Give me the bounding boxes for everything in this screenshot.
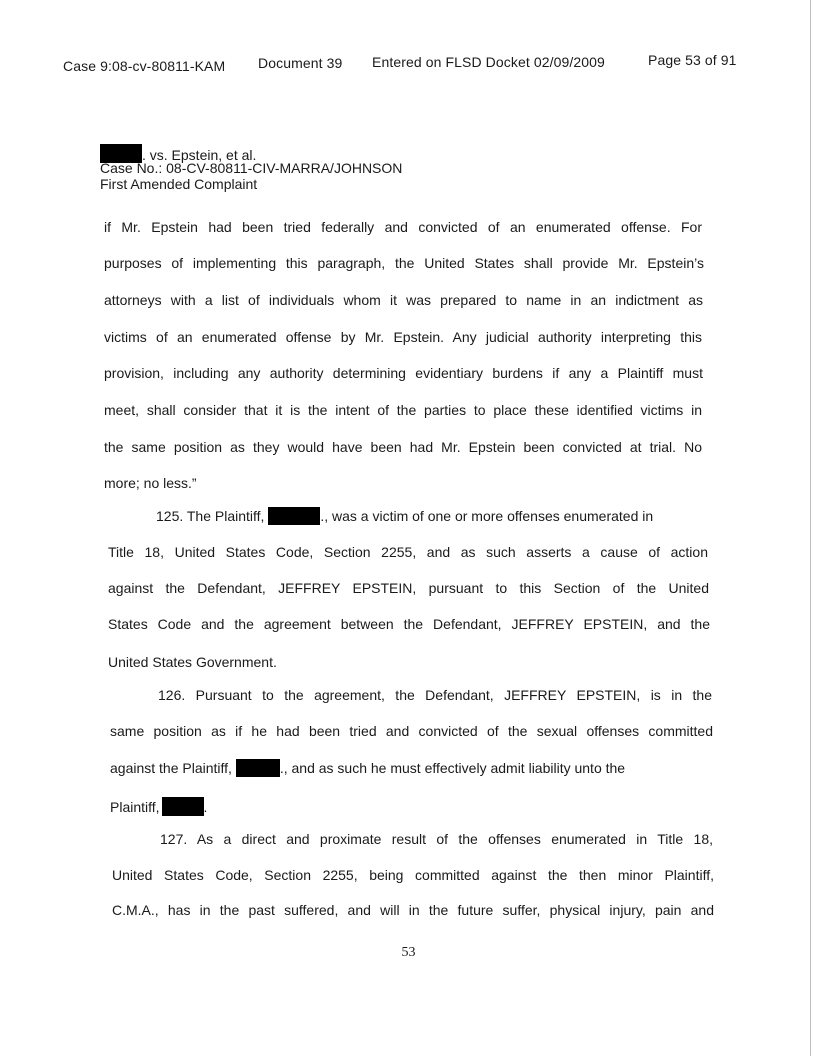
- paragraph-126-fourth-line: Plaintiff, .: [110, 799, 208, 815]
- body-line: attorneys with a list of individuals whom it was prepared to name in an indictment as: [104, 292, 703, 308]
- redaction-box: [162, 797, 204, 816]
- body-line: States Code and the agreement between the Defendant, JEFFREY EPSTEIN, and the: [108, 616, 710, 632]
- header-case-number: Case 9:08-cv-80811-KAM: [63, 58, 226, 74]
- body-line: more; no less.”: [104, 475, 197, 491]
- header-document-number: Document 39: [258, 55, 343, 71]
- body-line: victims of an enumerated offense by Mr. Epstein. Any judicial authority interpreting this: [104, 329, 702, 345]
- paragraph-127-first-line: 127. As a direct and proximate result of the offenses enumerated in Title 18,: [160, 831, 713, 847]
- paragraph-125-first-line: 125. The Plaintiff, ., was a victim of one or more offenses enumerated in: [156, 508, 654, 524]
- redaction-box: [268, 507, 320, 525]
- body-line: same position as if he had been tried and convicted of the sexual offenses committed: [110, 723, 713, 739]
- body-line: Title 18, United States Code, Section 2255, and as such asserts a cause of action: [108, 544, 708, 560]
- body-line: United States Government.: [108, 654, 277, 670]
- paragraph-126-third-line: against the Plaintiff, ., and as such he must effectively admit liability unto the: [110, 760, 626, 776]
- body-line: if Mr. Epstein had been tried federally and convicted of an enumerated offense. For: [104, 219, 702, 235]
- header-page-count: Page 53 of 91: [648, 52, 737, 68]
- page-edge-line: [810, 0, 811, 1056]
- body-line: provision, including any authority determining evidentiary burdens if any a Plaintiff must: [104, 365, 703, 381]
- case-caption: [100, 144, 402, 192]
- body-line: purposes of implementing this paragraph, the United States shall provide Mr. Epstein’s: [104, 255, 704, 271]
- docket-header: [0, 52, 817, 74]
- page-number: 53: [401, 945, 416, 960]
- caption-case-no: Case No.: 08-CV-80811-CIV-MARRA/JOHNSON: [100, 160, 403, 176]
- paragraph-126-first-line: 126. Pursuant to the agreement, the Defendant, JEFFREY EPSTEIN, is in the: [158, 687, 712, 703]
- body-line: against the Defendant, JEFFREY EPSTEIN, pursuant to this Section of the United: [108, 580, 709, 596]
- body-line: C.M.A., has in the past suffered, and will in the future suffer, physical injury, pain and: [112, 902, 714, 918]
- redaction-box: [236, 759, 280, 777]
- header-entered-date: Entered on FLSD Docket 02/09/2009: [372, 54, 605, 70]
- body-line: United States Code, Section 2255, being committed against the then minor Plaintiff,: [112, 867, 714, 883]
- caption-title: First Amended Complaint: [100, 176, 258, 192]
- body-line: the same position as they would have been had Mr. Epstein been convicted at trial. No: [104, 439, 702, 455]
- body-line: meet, shall consider that it is the intent of the parties to place these identified victims in: [104, 402, 702, 418]
- caption-parties: . vs. Epstein, et al.: [100, 144, 402, 160]
